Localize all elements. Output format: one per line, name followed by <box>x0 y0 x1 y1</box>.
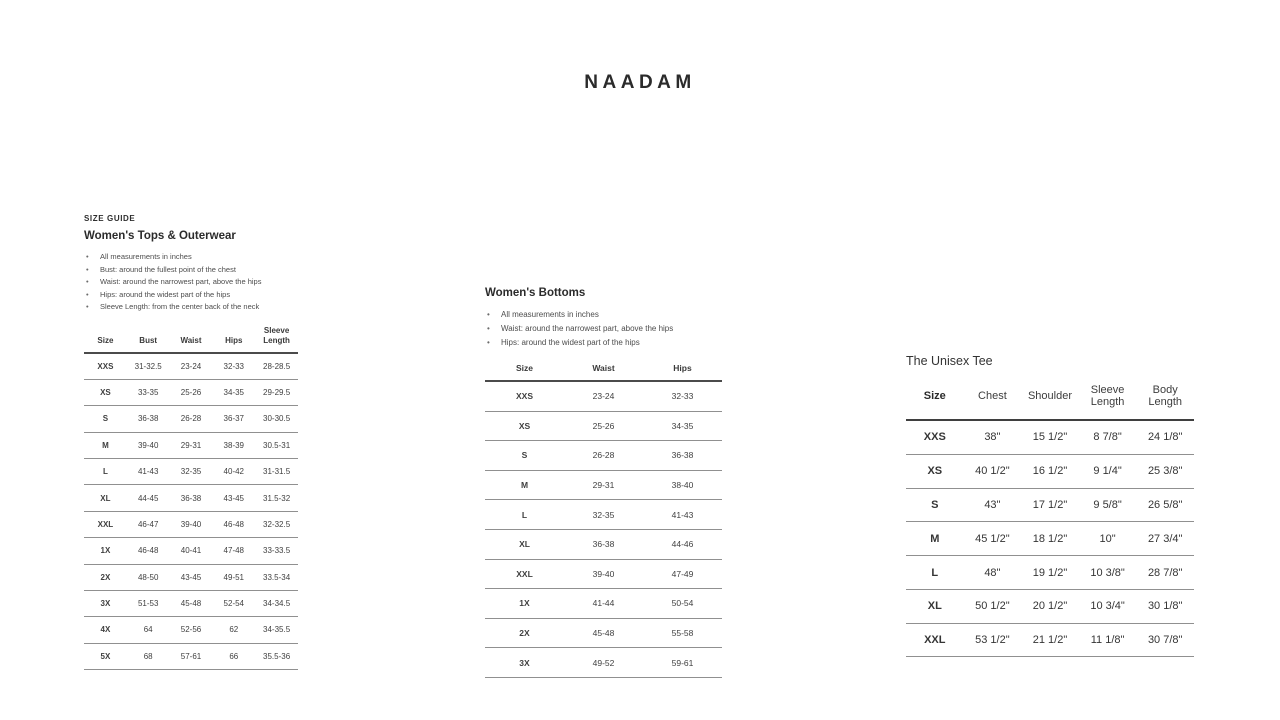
table-row <box>906 420 1194 454</box>
table-cell: 66 <box>229 651 239 661</box>
table-cell: 39-40 <box>592 568 615 579</box>
table-cell: XXS <box>923 431 946 444</box>
table-cell: 49-52 <box>592 657 615 668</box>
table-cell: 29-29.5 <box>263 388 291 398</box>
table-cell: 50-54 <box>671 598 694 609</box>
table-cell: 36-38 <box>180 493 202 503</box>
table-cell: 45 1/2" <box>975 532 1010 545</box>
table-cell: 28 7/8" <box>1147 566 1183 579</box>
table-cell: 33.5-34 <box>263 572 291 582</box>
tops-size-table <box>84 323 298 671</box>
table-cell: 57-61 <box>180 651 202 661</box>
table-cell: 40-41 <box>180 546 202 556</box>
table-cell: S <box>521 450 528 461</box>
table-cell: 59-61 <box>671 657 694 668</box>
table-cell: 36-38 <box>592 539 615 550</box>
table-cell: 10 3/8" <box>1090 566 1125 579</box>
section-womens-bottoms <box>485 287 722 678</box>
table-cell: 48" <box>984 566 1001 579</box>
bottoms-measurement-notes <box>485 308 722 350</box>
table-row <box>906 522 1194 556</box>
table-cell: 5X <box>100 651 111 661</box>
table-cell: 46-47 <box>137 519 159 529</box>
table-cell: 48-50 <box>137 572 159 582</box>
size-guide-eyebrow: SIZE GUIDE <box>84 214 136 223</box>
table-cell: 52-54 <box>223 599 245 609</box>
table-cell: 19 1/2" <box>1032 566 1068 579</box>
brand-logo: NAADAM <box>584 72 696 93</box>
bottoms-section-title: Women's Bottoms <box>485 287 586 299</box>
table-cell: 44-45 <box>137 493 159 503</box>
bullet-item: • Bust: around the fullest point of the chest <box>84 264 298 277</box>
table-cell: 33-33.5 <box>263 546 291 556</box>
table-cell: 30 7/8" <box>1147 634 1183 647</box>
table-row <box>485 559 722 589</box>
table-cell: 41-44 <box>592 598 615 609</box>
column-header: Sleeve Length <box>1090 384 1125 408</box>
table-cell: 25-26 <box>180 388 202 398</box>
table-cell: 39-40 <box>180 519 202 529</box>
table-cell: L <box>102 467 108 477</box>
table-cell: 32-33 <box>671 391 694 402</box>
column-header: Hips <box>673 363 692 373</box>
table-cell: 34-35 <box>223 388 245 398</box>
table-row <box>485 470 722 500</box>
table-cell: 49-51 <box>223 572 245 582</box>
bullet-item: • Hips: around the widest part of the hips <box>84 289 298 302</box>
table-cell: XXS <box>97 361 114 371</box>
table-cell: 1X <box>519 598 530 609</box>
section-womens-tops-outerwear <box>84 214 298 670</box>
table-row <box>906 488 1194 522</box>
bullet-item: • Waist: around the narrowest part, above the hips <box>485 322 722 336</box>
table-cell: 10" <box>1099 532 1116 545</box>
table-cell: 46-48 <box>223 519 245 529</box>
table-row <box>84 379 298 405</box>
table-cell: XS <box>518 420 531 431</box>
tops-section-title: Women's Tops & Outerwear <box>84 230 236 242</box>
table-cell: 27 3/4" <box>1147 532 1183 545</box>
table-cell: XXL <box>516 568 533 579</box>
header-row <box>906 378 1194 420</box>
bullet-item: • All measurements in inches <box>84 251 298 264</box>
table-cell: XL <box>100 493 111 503</box>
table-cell: S <box>102 414 109 424</box>
table-row <box>84 564 298 590</box>
table-cell: 1X <box>100 546 111 556</box>
table-cell: 45-48 <box>592 628 615 639</box>
table-cell: 45-48 <box>180 599 202 609</box>
table-cell: M <box>930 532 940 545</box>
table-row <box>485 441 722 471</box>
header-row <box>84 323 298 353</box>
table-cell: 28-28.5 <box>263 361 291 371</box>
table-row <box>485 529 722 559</box>
table-cell: 40-42 <box>223 467 245 477</box>
table-cell: 41-43 <box>137 467 159 477</box>
table-cell: 3X <box>519 657 530 668</box>
table-cell: 51-53 <box>137 599 159 609</box>
table-cell: 31-31.5 <box>263 467 291 477</box>
table-cell: 29-31 <box>592 480 615 491</box>
table-cell: 40 1/2" <box>975 465 1010 478</box>
table-row <box>84 538 298 564</box>
table-cell: 9 1/4" <box>1093 465 1122 478</box>
table-cell: XXS <box>515 391 533 402</box>
table-row <box>84 459 298 485</box>
table-row <box>84 353 298 380</box>
table-cell: 18 1/2" <box>1032 532 1068 545</box>
table-cell: L <box>931 566 939 579</box>
tops-measurement-notes <box>84 251 298 314</box>
table-cell: 17 1/2" <box>1032 498 1068 511</box>
table-cell: 36-38 <box>671 450 694 461</box>
table-row <box>84 406 298 432</box>
table-cell: 26-28 <box>592 450 615 461</box>
table-cell: 2X <box>100 572 111 582</box>
column-header: Chest <box>978 390 1007 402</box>
table-cell: XL <box>927 600 942 613</box>
table-cell: 2X <box>519 628 530 639</box>
table-cell: 10 3/4" <box>1090 600 1125 613</box>
table-cell: 25-26 <box>592 420 615 431</box>
column-header: Size <box>97 335 114 345</box>
table-cell: 34-35.5 <box>263 625 291 635</box>
table-cell: 31-32.5 <box>134 361 162 371</box>
table-cell: 31.5-32 <box>263 493 291 503</box>
table-cell: 21 1/2" <box>1032 634 1068 647</box>
table-cell: 20 1/2" <box>1032 600 1068 613</box>
column-header: Shoulder <box>1027 390 1072 402</box>
column-header: Waist <box>180 335 202 345</box>
table-cell: 47-48 <box>223 546 245 556</box>
table-cell: 30 1/8" <box>1147 600 1183 613</box>
table-cell: 30-30.5 <box>263 414 291 424</box>
bullet-item: • Sleeve Length: from the center back of the neck <box>84 301 298 314</box>
table-cell: 32-35 <box>180 467 202 477</box>
column-header: Size <box>515 363 533 373</box>
table-row <box>906 623 1194 657</box>
table-cell: XXL <box>924 634 946 647</box>
table-cell: XL <box>519 539 530 550</box>
column-header: Size <box>923 390 946 402</box>
column-header: Bust <box>139 335 158 345</box>
table-cell: 46-48 <box>137 546 159 556</box>
column-header: Waist <box>592 363 615 373</box>
table-cell: L <box>521 509 528 520</box>
section-unisex-tee <box>906 354 1194 657</box>
table-cell: XS <box>927 465 943 478</box>
table-cell: XXL <box>97 519 114 529</box>
table-cell: 23-24 <box>592 391 615 402</box>
bullet-item: • All measurements in inches <box>485 308 722 322</box>
table-row <box>906 556 1194 590</box>
table-cell: 38-39 <box>223 440 245 450</box>
table-row <box>84 643 298 669</box>
table-cell: 23-24 <box>180 361 202 371</box>
table-cell: 44-46 <box>671 539 694 550</box>
table-cell: M <box>102 440 109 450</box>
table-cell: S <box>931 498 939 511</box>
table-cell: 3X <box>100 599 111 609</box>
table-row <box>906 589 1194 623</box>
table-cell: 62 <box>229 625 239 635</box>
header-row <box>485 359 722 381</box>
table-cell: XS <box>100 388 111 398</box>
column-header: Sleeve Length <box>263 325 290 345</box>
table-cell: 9 5/8" <box>1093 498 1122 511</box>
table-cell: 55-58 <box>671 628 694 639</box>
table-cell: 26-28 <box>180 414 202 424</box>
table-cell: 35.5-36 <box>263 651 291 661</box>
table-cell: 32-35 <box>592 509 615 520</box>
table-cell: 36-38 <box>137 414 159 424</box>
unisex-size-table <box>906 378 1194 657</box>
table-cell: 32-32.5 <box>263 519 291 529</box>
table-cell: 33-35 <box>137 388 159 398</box>
table-cell: 41-43 <box>671 509 694 520</box>
table-cell: 47-49 <box>671 568 694 579</box>
table-cell: 15 1/2" <box>1032 431 1068 444</box>
table-row <box>906 454 1194 488</box>
table-row <box>485 500 722 530</box>
table-row <box>485 381 722 411</box>
table-cell: 36-37 <box>223 414 245 424</box>
table-cell: 68 <box>143 651 153 661</box>
table-cell: 11 1/8" <box>1090 634 1125 647</box>
table-cell: 43-45 <box>223 493 245 503</box>
table-row <box>84 432 298 458</box>
table-cell: 38" <box>984 431 1001 444</box>
table-row <box>485 618 722 648</box>
table-cell: 24 1/8" <box>1147 431 1183 444</box>
table-row <box>485 648 722 678</box>
table-cell: 38-40 <box>671 480 694 491</box>
table-cell: 52-56 <box>180 625 202 635</box>
table-cell: 26 5/8" <box>1147 498 1183 511</box>
table-row <box>84 511 298 537</box>
unisex-section-title: The Unisex Tee <box>906 354 993 368</box>
bottoms-size-table <box>485 359 722 678</box>
table-cell: 50 1/2" <box>975 600 1010 613</box>
table-cell: 34-35 <box>671 420 694 431</box>
bullet-item: • Hips: around the widest part of the hips <box>485 336 722 350</box>
table-cell: 32-33 <box>223 361 245 371</box>
table-row <box>84 485 298 511</box>
table-cell: 34-34.5 <box>263 599 291 609</box>
table-cell: 8 7/8" <box>1093 431 1122 444</box>
table-cell: 43" <box>984 498 1001 511</box>
table-cell: 43-45 <box>180 572 202 582</box>
table-cell: 64 <box>143 625 153 635</box>
table-row <box>84 590 298 616</box>
table-cell: 29-31 <box>180 440 202 450</box>
table-cell: 4X <box>100 625 111 635</box>
table-cell: 30.5-31 <box>263 440 291 450</box>
column-header: Body Length <box>1148 384 1183 408</box>
table-row <box>84 617 298 643</box>
table-cell: 25 3/8" <box>1147 465 1183 478</box>
table-cell: 16 1/2" <box>1032 465 1068 478</box>
table-row <box>485 411 722 441</box>
table-row <box>485 589 722 619</box>
bullet-item: • Waist: around the narrowest part, above the hips <box>84 276 298 289</box>
table-cell: 39-40 <box>137 440 159 450</box>
table-cell: 53 1/2" <box>975 634 1010 647</box>
table-cell: M <box>520 480 529 491</box>
column-header: Hips <box>225 335 243 345</box>
